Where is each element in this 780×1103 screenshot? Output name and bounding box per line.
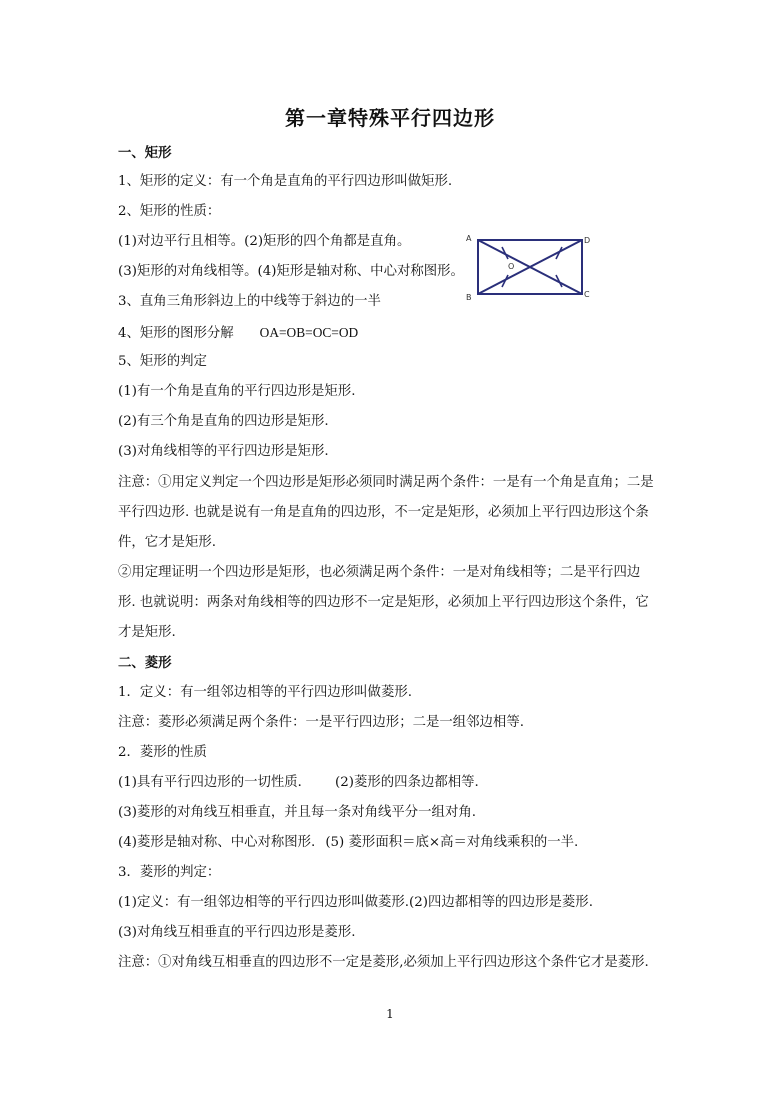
page-title: 第一章特殊平行四边形 <box>285 106 495 130</box>
rhombus-judgement-2: (2)四边都相等的四边形是菱形. <box>409 895 593 910</box>
rhombus-property-5: (5) 菱形面积＝底×高＝对角线乘积的一半. <box>325 835 579 850</box>
vertex-label-d: D <box>584 236 591 245</box>
rect-note1-line3: 件，它才是矩形. <box>118 535 216 550</box>
rhombus-note: 注意：菱形必须满足两个条件：一是平行四边形；二是一组邻边相等. <box>118 715 524 730</box>
rect-definition: 1、矩形的定义：有一个角是直角的平行四边形叫做矩形. <box>118 174 453 189</box>
rect-property-1: (1)对边平行且相等。(2)矩形的四个角都是直角。 <box>118 234 411 249</box>
rhombus-definition: 1．定义：有一组邻边相等的平行四边形叫做菱形. <box>118 685 412 700</box>
rect-item-3: 3、直角三角形斜边上的中线等于斜边的一半 <box>118 294 381 309</box>
rect-note1-line2: 平行四边形. 也就是说有一角是直角的四边形，不一定是矩形，必须加上平行四边形这个条 <box>118 505 649 520</box>
rect-note2-line2: 形. 也就说明：两条对角线相等的四边形不一定是矩形，必须加上平行四边形这个条件，它 <box>118 595 649 610</box>
rect-judgement-3: (3)对角线相等的平行四边形是矩形. <box>118 444 329 459</box>
rhombus-properties-title: 2．菱形的性质 <box>118 745 207 760</box>
rect-item-4-formula: OA=OB=OC=OD <box>259 325 359 340</box>
rect-item-4 <box>118 323 358 344</box>
rhombus-judgement-title: 3．菱形的判定： <box>118 865 221 880</box>
section-heading-rhombus: 二、菱形 <box>118 655 172 671</box>
rect-judgement-1: (1)有一个角是直角的平行四边形是矩形. <box>118 384 356 399</box>
section-heading-rectangle: 一、矩形 <box>118 145 172 161</box>
rhombus-judgement-1-2 <box>118 893 593 913</box>
rectangle-shape <box>478 240 582 294</box>
rhombus-property-4: (4)菱形是轴对称、中心对称图形. <box>118 835 316 850</box>
rhombus-property-1: (1)具有平行四边形的一切性质． <box>118 775 312 790</box>
rect-note2-line3: 才是矩形. <box>118 625 176 640</box>
rect-properties-title: 2、矩形的性质： <box>118 204 221 219</box>
rhombus-property-4-5 <box>118 833 578 853</box>
rect-item-5: 5、矩形的判定 <box>118 354 207 369</box>
center-label-o: O <box>508 262 515 271</box>
rect-note1-line1: 注意：①用定义判定一个四边形是矩形必须同时满足两个条件：一是有一个角是直角；二是 <box>118 475 654 490</box>
rect-note2-line1: ②用定理证明一个四边形是矩形，也必须满足两个条件：一是对角线相等；二是平行四边 <box>118 565 641 580</box>
rhombus-property-1-2 <box>118 773 479 793</box>
rhombus-note-2: 注意：①对角线互相垂直的四边形不一定是菱形,必须加上平行四边形这个条件它才是菱形. <box>118 955 649 970</box>
rhombus-property-2: (2)菱形的四条边都相等. <box>335 775 479 790</box>
page-number: 1 <box>386 1007 394 1021</box>
vertex-label-b: B <box>466 293 472 302</box>
rhombus-property-3: (3)菱形的对角线互相垂直，并且每一条对角线平分一组对角. <box>118 805 476 820</box>
rect-property-3: (3)矩形的对角线相等。(4)矩形是轴对称、中心对称图形。 <box>118 264 464 279</box>
rectangle-diagram <box>462 230 602 306</box>
vertex-label-c: C <box>584 290 590 299</box>
rhombus-judgement-1: (1)定义：有一组邻边相等的平行四边形叫做菱形. <box>118 895 410 910</box>
rect-item-4-label: 4、矩形的图形分解 <box>118 326 234 341</box>
rect-judgement-2: (2)有三个角是直角的四边形是矩形. <box>118 414 329 429</box>
rhombus-judgement-3: (3)对角线互相垂直的平行四边形是菱形. <box>118 925 356 940</box>
vertex-label-a: A <box>466 234 472 243</box>
